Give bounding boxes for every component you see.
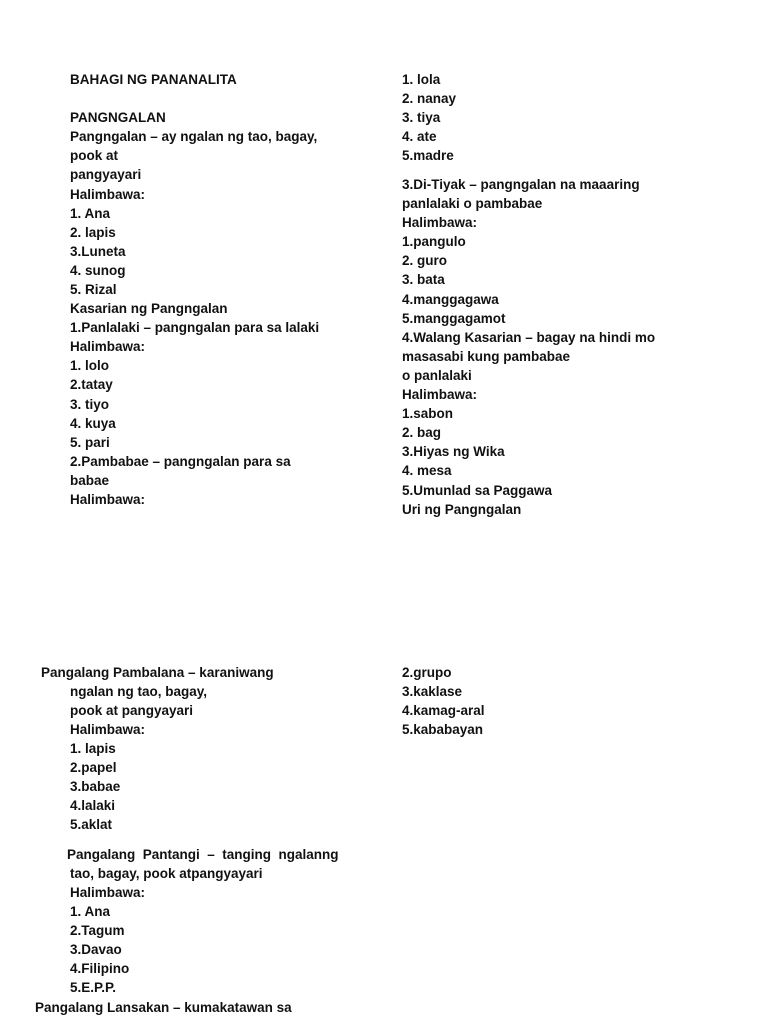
example-label: Halimbawa: bbox=[70, 492, 146, 507]
list-item: 4. mesa bbox=[402, 463, 452, 478]
list-item: 3.Hiyas ng Wika bbox=[402, 444, 505, 459]
example-label: Halimbawa: bbox=[402, 387, 478, 402]
list-item: 3.Davao bbox=[70, 942, 122, 957]
list-item: 1. lola bbox=[402, 72, 441, 87]
list-item: 2.papel bbox=[70, 760, 117, 775]
list-item: 1. Ana bbox=[70, 904, 111, 919]
list-item: 3. bata bbox=[402, 272, 445, 287]
collective-noun-definition: Pangalang Lansakan – kumakatawan sa bbox=[35, 1000, 292, 1015]
list-item: 5.Umunlad sa Paggawa bbox=[402, 483, 553, 498]
list-item: 2. guro bbox=[402, 253, 448, 268]
list-item: 5.aklat bbox=[70, 817, 113, 832]
neuter-definition: o panlalaki bbox=[402, 368, 472, 383]
list-item: 1. lolo bbox=[70, 358, 110, 373]
list-item: 4.Filipino bbox=[70, 961, 130, 976]
example-label: Halimbawa: bbox=[70, 187, 146, 202]
list-item: 4. sunog bbox=[70, 263, 126, 278]
list-item: 1. Ana bbox=[70, 206, 111, 221]
list-item: 4. kuya bbox=[70, 416, 116, 431]
list-item: 5.E.P.P. bbox=[70, 980, 117, 995]
list-item: 4.manggagawa bbox=[402, 292, 499, 307]
list-item: 4.kamag-aral bbox=[402, 703, 485, 718]
list-item: 5.kababayan bbox=[402, 722, 484, 737]
list-item: 2. bag bbox=[402, 425, 442, 440]
list-item: 3.Luneta bbox=[70, 244, 126, 259]
list-item: 2. nanay bbox=[402, 91, 457, 106]
feminine-definition: babae bbox=[70, 473, 110, 488]
list-item: 3. tiya bbox=[402, 110, 441, 125]
section-heading-pangngalan: PANGNGALAN bbox=[70, 110, 166, 125]
example-label: Halimbawa: bbox=[70, 885, 146, 900]
common-noun-definition: ngalan ng tao, bagay, bbox=[70, 684, 208, 699]
common-noun-definition: Pangalang Pambalana – karaniwang bbox=[41, 665, 274, 680]
list-item: 1. lapis bbox=[70, 741, 116, 756]
definition-line: pangyayari bbox=[70, 167, 142, 182]
masculine-definition: 1.Panlalaki – pangngalan para sa lalaki bbox=[70, 320, 320, 335]
example-label: Halimbawa: bbox=[70, 339, 146, 354]
list-item: 2.tatay bbox=[70, 377, 113, 392]
list-item: 3.kaklase bbox=[402, 684, 463, 699]
list-item: 5. pari bbox=[70, 435, 110, 450]
document-title: BAHAGI NG PANANALITA bbox=[70, 72, 237, 87]
common-gender-definition: panlalaki o pambabae bbox=[402, 196, 543, 211]
types-heading: Uri ng Pangngalan bbox=[402, 502, 522, 517]
neuter-definition: 4.Walang Kasarian – bagay na hindi mo bbox=[402, 330, 656, 345]
list-item: 4. ate bbox=[402, 129, 437, 144]
proper-noun-definition: tao, bagay, pook atpangyayari bbox=[70, 866, 263, 881]
list-item: 2. lapis bbox=[70, 225, 116, 240]
gender-heading: Kasarian ng Pangngalan bbox=[70, 301, 228, 316]
common-noun-definition: pook at pangyayari bbox=[70, 703, 194, 718]
list-item: 3.babae bbox=[70, 779, 121, 794]
neuter-definition: masasabi kung pambabae bbox=[402, 349, 571, 364]
list-item: 5. Rizal bbox=[70, 282, 117, 297]
definition-line: pook at bbox=[70, 148, 119, 163]
example-label: Halimbawa: bbox=[70, 722, 146, 737]
list-item: 5.manggagamot bbox=[402, 311, 506, 326]
list-item: 1.sabon bbox=[402, 406, 454, 421]
definition-line: Pangngalan – ay ngalan ng tao, bagay, bbox=[70, 129, 318, 144]
list-item: 2.grupo bbox=[402, 665, 452, 680]
proper-noun-definition: Pangalang Pantangi – tanging ngalanng bbox=[67, 847, 339, 862]
list-item: 5.madre bbox=[402, 148, 454, 163]
feminine-definition: 2.Pambabae – pangngalan para sa bbox=[70, 454, 291, 469]
list-item: 2.Tagum bbox=[70, 923, 125, 938]
list-item: 4.lalaki bbox=[70, 798, 116, 813]
common-gender-definition: 3.Di-Tiyak – pangngalan na maaaring bbox=[402, 177, 640, 192]
example-label: Halimbawa: bbox=[402, 215, 478, 230]
list-item: 1.pangulo bbox=[402, 234, 466, 249]
list-item: 3. tiyo bbox=[70, 397, 110, 412]
